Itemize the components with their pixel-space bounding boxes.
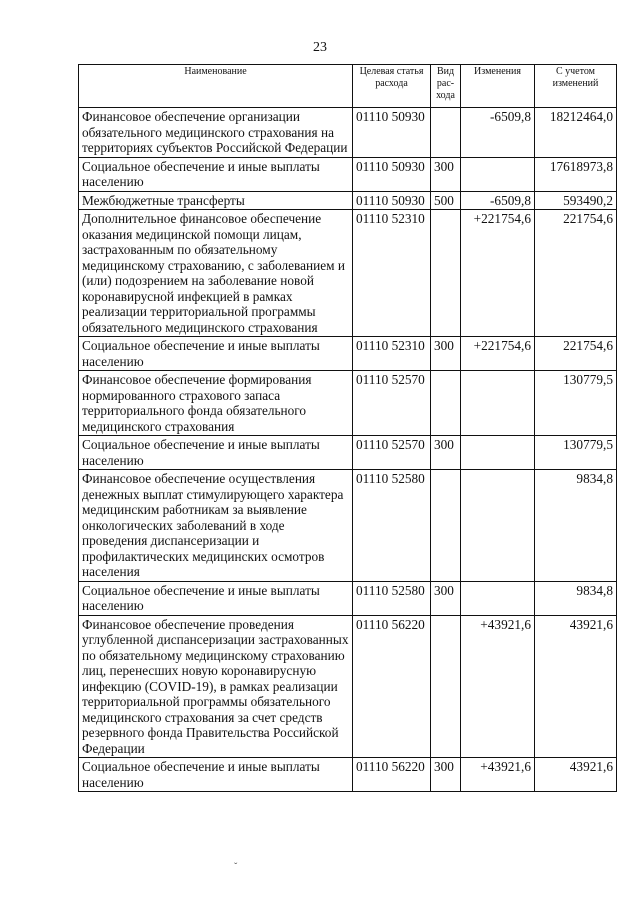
row-type xyxy=(431,615,461,758)
row-change xyxy=(461,157,535,191)
scan-speck: ˇ xyxy=(234,862,238,873)
row-target: 01110 52580 xyxy=(353,470,431,582)
row-name: Социальное обеспечение и иные выплаты населению xyxy=(79,337,353,371)
row-change: +43921,6 xyxy=(461,615,535,758)
row-name: Финансовое обеспечение проведения углубленной диспансеризации застрахованных по обязательному медицинскому страхованию лиц, перенесших новую коронавирусную инфекцию (COVID-19), в рамках реализации территориальной программы обязательного медицинского страхования за счет средств резервного фонда Правительства Российской Федерации xyxy=(79,615,353,758)
table-row xyxy=(79,108,617,158)
row-total: 9834,8 xyxy=(535,581,617,615)
row-type xyxy=(431,371,461,436)
row-target: 01110 50930 xyxy=(353,108,431,158)
row-total: 593490,2 xyxy=(535,191,617,210)
row-name: Финансовое обеспечение формирования нормированного страхового запаса территориального фонда обязательного медицинского страхования xyxy=(79,371,353,436)
row-type xyxy=(431,470,461,582)
row-total: 130779,5 xyxy=(535,371,617,436)
header-name: Наименование xyxy=(79,65,353,108)
row-total: 17618973,8 xyxy=(535,157,617,191)
row-type xyxy=(431,108,461,158)
row-type: 300 xyxy=(431,157,461,191)
row-target: 01110 50930 xyxy=(353,191,431,210)
row-name: Социальное обеспечение и иные выплаты населению xyxy=(79,581,353,615)
row-target: 01110 56220 xyxy=(353,615,431,758)
budget-table xyxy=(78,64,617,792)
row-type: 300 xyxy=(431,581,461,615)
table-row xyxy=(79,210,617,337)
row-change: +43921,6 xyxy=(461,758,535,792)
row-name: Социальное обеспечение и иные выплаты населению xyxy=(79,157,353,191)
page-number: 23 xyxy=(313,40,327,55)
row-change: +221754,6 xyxy=(461,210,535,337)
row-name: Финансовое обеспечение осуществления денежных выплат стимулирующего характера медицинским работникам за выявление онкологических заболеваний в ходе проведения диспансеризации и профилактических медицинских осмотров населения xyxy=(79,470,353,582)
row-type: 500 xyxy=(431,191,461,210)
table-row xyxy=(79,191,617,210)
row-change: -6509,8 xyxy=(461,108,535,158)
table-row xyxy=(79,615,617,758)
row-total: 18212464,0 xyxy=(535,108,617,158)
row-name: Социальное обеспечение и иные выплаты населению xyxy=(79,436,353,470)
row-change: +221754,6 xyxy=(461,337,535,371)
row-type: 300 xyxy=(431,758,461,792)
row-name: Дополнительное финансовое обеспечение оказания медицинской помощи лицам, застрахованным по обязательному медицинскому страхованию, с заболеванием и (или) подозрением на заболевание новой коронавирусной инфекцией в рамках реализации территориальной программы обязательного медицинского страхования xyxy=(79,210,353,337)
table-row xyxy=(79,337,617,371)
row-total: 221754,6 xyxy=(535,210,617,337)
row-change xyxy=(461,436,535,470)
table-row xyxy=(79,470,617,582)
header-target: Целевая статья расхода xyxy=(353,65,431,108)
row-change: -6509,8 xyxy=(461,191,535,210)
row-type: 300 xyxy=(431,337,461,371)
row-target: 01110 52310 xyxy=(353,337,431,371)
row-target: 01110 52310 xyxy=(353,210,431,337)
row-total: 9834,8 xyxy=(535,470,617,582)
table-row xyxy=(79,371,617,436)
row-name: Межбюджетные трансферты xyxy=(79,191,353,210)
table-row xyxy=(79,758,617,792)
row-name: Социальное обеспечение и иные выплаты населению xyxy=(79,758,353,792)
row-target: 01110 56220 xyxy=(353,758,431,792)
row-total: 43921,6 xyxy=(535,615,617,758)
table-row xyxy=(79,436,617,470)
row-target: 01110 52580 xyxy=(353,581,431,615)
header-type: Вид рас-хода xyxy=(431,65,461,108)
table-row xyxy=(79,157,617,191)
row-change xyxy=(461,581,535,615)
row-total: 43921,6 xyxy=(535,758,617,792)
table-header-row xyxy=(79,65,617,108)
row-type xyxy=(431,210,461,337)
header-change: Изменения xyxy=(461,65,535,108)
row-change xyxy=(461,371,535,436)
header-total: С учетом изменений xyxy=(535,65,617,108)
row-name: Финансовое обеспечение организации обязательного медицинского страхования на территориях субъектов Российской Федерации xyxy=(79,108,353,158)
row-type: 300 xyxy=(431,436,461,470)
row-target: 01110 52570 xyxy=(353,371,431,436)
row-target: 01110 50930 xyxy=(353,157,431,191)
row-total: 130779,5 xyxy=(535,436,617,470)
table-row xyxy=(79,581,617,615)
row-total: 221754,6 xyxy=(535,337,617,371)
row-target: 01110 52570 xyxy=(353,436,431,470)
row-change xyxy=(461,470,535,582)
